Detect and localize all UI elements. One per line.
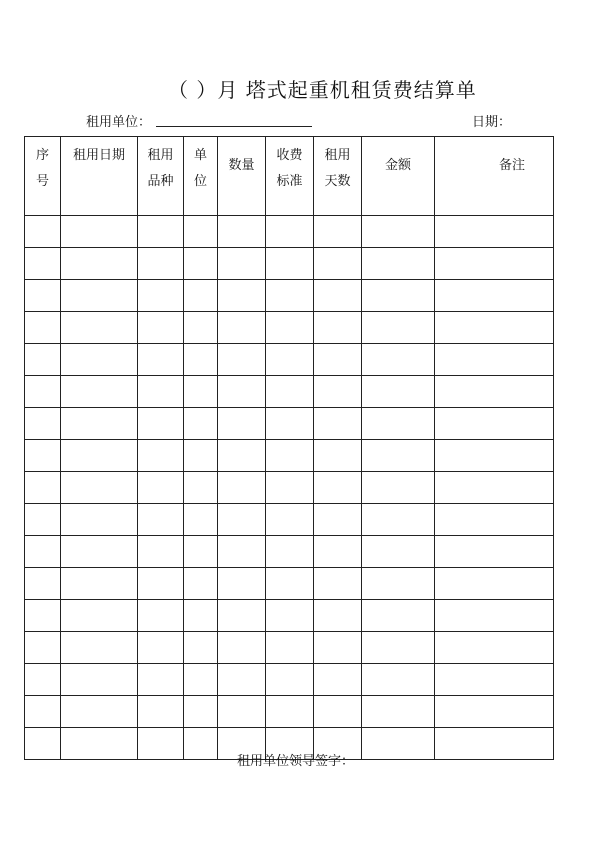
leader-signature-label: 租用单位领导签字： (237, 754, 355, 769)
table-cell[interactable] (314, 696, 362, 728)
table-cell[interactable] (218, 536, 266, 568)
table-cell[interactable] (61, 248, 138, 280)
header-cell: 租用 品种 (138, 137, 184, 216)
table-cell[interactable] (435, 568, 554, 600)
table-cell[interactable] (61, 344, 138, 376)
table-cell[interactable] (25, 312, 61, 344)
table-cell[interactable] (218, 440, 266, 472)
table-row (25, 536, 554, 568)
table-cell[interactable] (266, 568, 314, 600)
table-cell[interactable] (25, 376, 61, 408)
table-cell[interactable] (184, 472, 218, 504)
table-cell[interactable] (25, 728, 61, 760)
table-cell[interactable] (266, 536, 314, 568)
header-cell: 数量 (218, 137, 266, 216)
table-cell[interactable] (266, 472, 314, 504)
table-cell[interactable] (435, 248, 554, 280)
header-cell: 收费 标准 (266, 137, 314, 216)
table-cell[interactable] (218, 280, 266, 312)
table-row (25, 408, 554, 440)
table-cell[interactable] (138, 344, 184, 376)
table-cell[interactable] (61, 216, 138, 248)
table-cell[interactable] (138, 248, 184, 280)
table-cell[interactable] (218, 248, 266, 280)
table-cell[interactable] (184, 696, 218, 728)
header-cell: 租用日期 (61, 137, 138, 216)
table-cell[interactable] (314, 216, 362, 248)
table-cell[interactable] (61, 696, 138, 728)
table-cell[interactable] (25, 632, 61, 664)
table-cell[interactable] (266, 248, 314, 280)
table-row (25, 504, 554, 536)
table-cell[interactable] (138, 728, 184, 760)
table-cell[interactable] (25, 536, 61, 568)
table-cell[interactable] (266, 664, 314, 696)
table-cell[interactable] (435, 664, 554, 696)
renting-unit-label: 租用单位： (86, 115, 152, 130)
table-cell[interactable] (61, 600, 138, 632)
table-cell[interactable] (218, 376, 266, 408)
table-cell[interactable] (25, 664, 61, 696)
table-cell[interactable] (218, 504, 266, 536)
table-cell[interactable] (61, 472, 138, 504)
table-cell[interactable] (138, 472, 184, 504)
table-cell[interactable] (362, 536, 435, 568)
table-cell[interactable] (266, 632, 314, 664)
table-row (25, 664, 554, 696)
table-cell[interactable] (218, 696, 266, 728)
table-cell[interactable] (435, 728, 554, 760)
table-cell[interactable] (61, 280, 138, 312)
table-cell[interactable] (362, 280, 435, 312)
table-cell[interactable] (435, 376, 554, 408)
header-cell: 金额 (362, 137, 435, 216)
table-row (25, 376, 554, 408)
table-cell[interactable] (61, 664, 138, 696)
header-cell: 备注 (435, 137, 554, 216)
table-cell[interactable] (362, 504, 435, 536)
renting-unit-field[interactable] (156, 126, 312, 127)
table-cell[interactable] (266, 216, 314, 248)
table-cell[interactable] (184, 248, 218, 280)
table-cell[interactable] (184, 632, 218, 664)
table-cell[interactable] (25, 472, 61, 504)
table-cell[interactable] (362, 408, 435, 440)
table-row (25, 248, 554, 280)
table-cell[interactable] (435, 344, 554, 376)
table-cell[interactable] (61, 568, 138, 600)
table-cell[interactable] (314, 632, 362, 664)
table-cell[interactable] (184, 536, 218, 568)
table-cell[interactable] (25, 600, 61, 632)
document-title: （ ）月 塔式起重机租赁费结算单 (168, 78, 477, 102)
table-cell[interactable] (314, 248, 362, 280)
table-cell[interactable] (314, 440, 362, 472)
table-cell[interactable] (61, 536, 138, 568)
table-cell[interactable] (435, 408, 554, 440)
table-cell[interactable] (184, 600, 218, 632)
header-cell: 租用 天数 (314, 137, 362, 216)
table-cell[interactable] (266, 504, 314, 536)
table-cell[interactable] (435, 216, 554, 248)
table-cell[interactable] (138, 632, 184, 664)
table-cell[interactable] (184, 504, 218, 536)
date-label: 日期： (472, 115, 512, 130)
table-cell[interactable] (25, 408, 61, 440)
table-cell[interactable] (314, 472, 362, 504)
table-cell[interactable] (138, 504, 184, 536)
table-cell[interactable] (314, 408, 362, 440)
table-cell[interactable] (314, 600, 362, 632)
table-cell[interactable] (138, 376, 184, 408)
table-cell[interactable] (435, 472, 554, 504)
table-cell[interactable] (138, 536, 184, 568)
table-cell[interactable] (138, 600, 184, 632)
table-cell[interactable] (218, 632, 266, 664)
table-cell[interactable] (266, 696, 314, 728)
table-cell[interactable] (362, 600, 435, 632)
table-cell[interactable] (362, 440, 435, 472)
table-cell[interactable] (218, 344, 266, 376)
table-cell[interactable] (25, 344, 61, 376)
table-cell[interactable] (435, 504, 554, 536)
table-cell[interactable] (218, 408, 266, 440)
table-cell[interactable] (362, 248, 435, 280)
table-cell[interactable] (218, 312, 266, 344)
table-cell[interactable] (61, 408, 138, 440)
table-cell[interactable] (314, 280, 362, 312)
table-cell[interactable] (61, 728, 138, 760)
table-cell[interactable] (138, 440, 184, 472)
table-cell[interactable] (184, 216, 218, 248)
table-cell[interactable] (266, 440, 314, 472)
table-cell[interactable] (138, 312, 184, 344)
table-cell[interactable] (218, 472, 266, 504)
table-cell[interactable] (25, 280, 61, 312)
table-cell[interactable] (61, 632, 138, 664)
table-cell[interactable] (314, 344, 362, 376)
table-cell[interactable] (184, 408, 218, 440)
table-cell[interactable] (218, 664, 266, 696)
table-cell[interactable] (362, 632, 435, 664)
table-row (25, 344, 554, 376)
table-cell[interactable] (25, 248, 61, 280)
table-cell[interactable] (184, 376, 218, 408)
table-row (25, 568, 554, 600)
table-cell[interactable] (184, 312, 218, 344)
table-cell[interactable] (25, 216, 61, 248)
table-cell[interactable] (266, 344, 314, 376)
settlement-table (24, 136, 554, 760)
table-row (25, 696, 554, 728)
table-cell[interactable] (435, 312, 554, 344)
table-cell[interactable] (218, 568, 266, 600)
table-cell[interactable] (362, 696, 435, 728)
table-row (25, 440, 554, 472)
table-cell[interactable] (138, 216, 184, 248)
table-cell[interactable] (435, 600, 554, 632)
table-cell[interactable] (138, 408, 184, 440)
table-cell[interactable] (266, 600, 314, 632)
header-row (25, 137, 554, 216)
table-cell[interactable] (266, 408, 314, 440)
table-cell[interactable] (184, 344, 218, 376)
table-row (25, 216, 554, 248)
table-cell[interactable] (218, 216, 266, 248)
table-cell[interactable] (61, 376, 138, 408)
table-cell[interactable] (362, 376, 435, 408)
table-row (25, 600, 554, 632)
table-cell[interactable] (184, 280, 218, 312)
table-cell[interactable] (138, 696, 184, 728)
table-row (25, 312, 554, 344)
table-cell[interactable] (435, 536, 554, 568)
table-cell[interactable] (362, 216, 435, 248)
table-cell[interactable] (25, 504, 61, 536)
header-cell: 单 位 (184, 137, 218, 216)
table-cell[interactable] (314, 312, 362, 344)
table-cell[interactable] (138, 568, 184, 600)
table-cell[interactable] (61, 440, 138, 472)
table-row (25, 632, 554, 664)
table-cell[interactable] (362, 568, 435, 600)
header-cell: 序 号 (25, 137, 61, 216)
table-cell[interactable] (25, 568, 61, 600)
table-cell[interactable] (266, 280, 314, 312)
table-cell[interactable] (314, 376, 362, 408)
table-cell[interactable] (25, 696, 61, 728)
table-cell[interactable] (266, 312, 314, 344)
table-cell[interactable] (314, 568, 362, 600)
table-cell[interactable] (362, 728, 435, 760)
table-cell[interactable] (435, 440, 554, 472)
table-cell[interactable] (61, 504, 138, 536)
table-cell[interactable] (435, 280, 554, 312)
table-row (25, 280, 554, 312)
table-cell[interactable] (184, 664, 218, 696)
table-row (25, 472, 554, 504)
table-cell[interactable] (314, 504, 362, 536)
table-cell[interactable] (362, 312, 435, 344)
table-cell[interactable] (184, 440, 218, 472)
table-cell[interactable] (184, 568, 218, 600)
table-cell[interactable] (435, 696, 554, 728)
table-cell[interactable] (138, 280, 184, 312)
table-cell[interactable] (314, 536, 362, 568)
table-cell[interactable] (435, 632, 554, 664)
table-cell[interactable] (218, 600, 266, 632)
table-cell[interactable] (362, 472, 435, 504)
table-cell[interactable] (314, 664, 362, 696)
table-cell[interactable] (362, 344, 435, 376)
table-cell[interactable] (25, 440, 61, 472)
table-cell[interactable] (138, 664, 184, 696)
table-cell[interactable] (61, 312, 138, 344)
table-cell[interactable] (266, 376, 314, 408)
table-cell[interactable] (184, 728, 218, 760)
table-cell[interactable] (362, 664, 435, 696)
